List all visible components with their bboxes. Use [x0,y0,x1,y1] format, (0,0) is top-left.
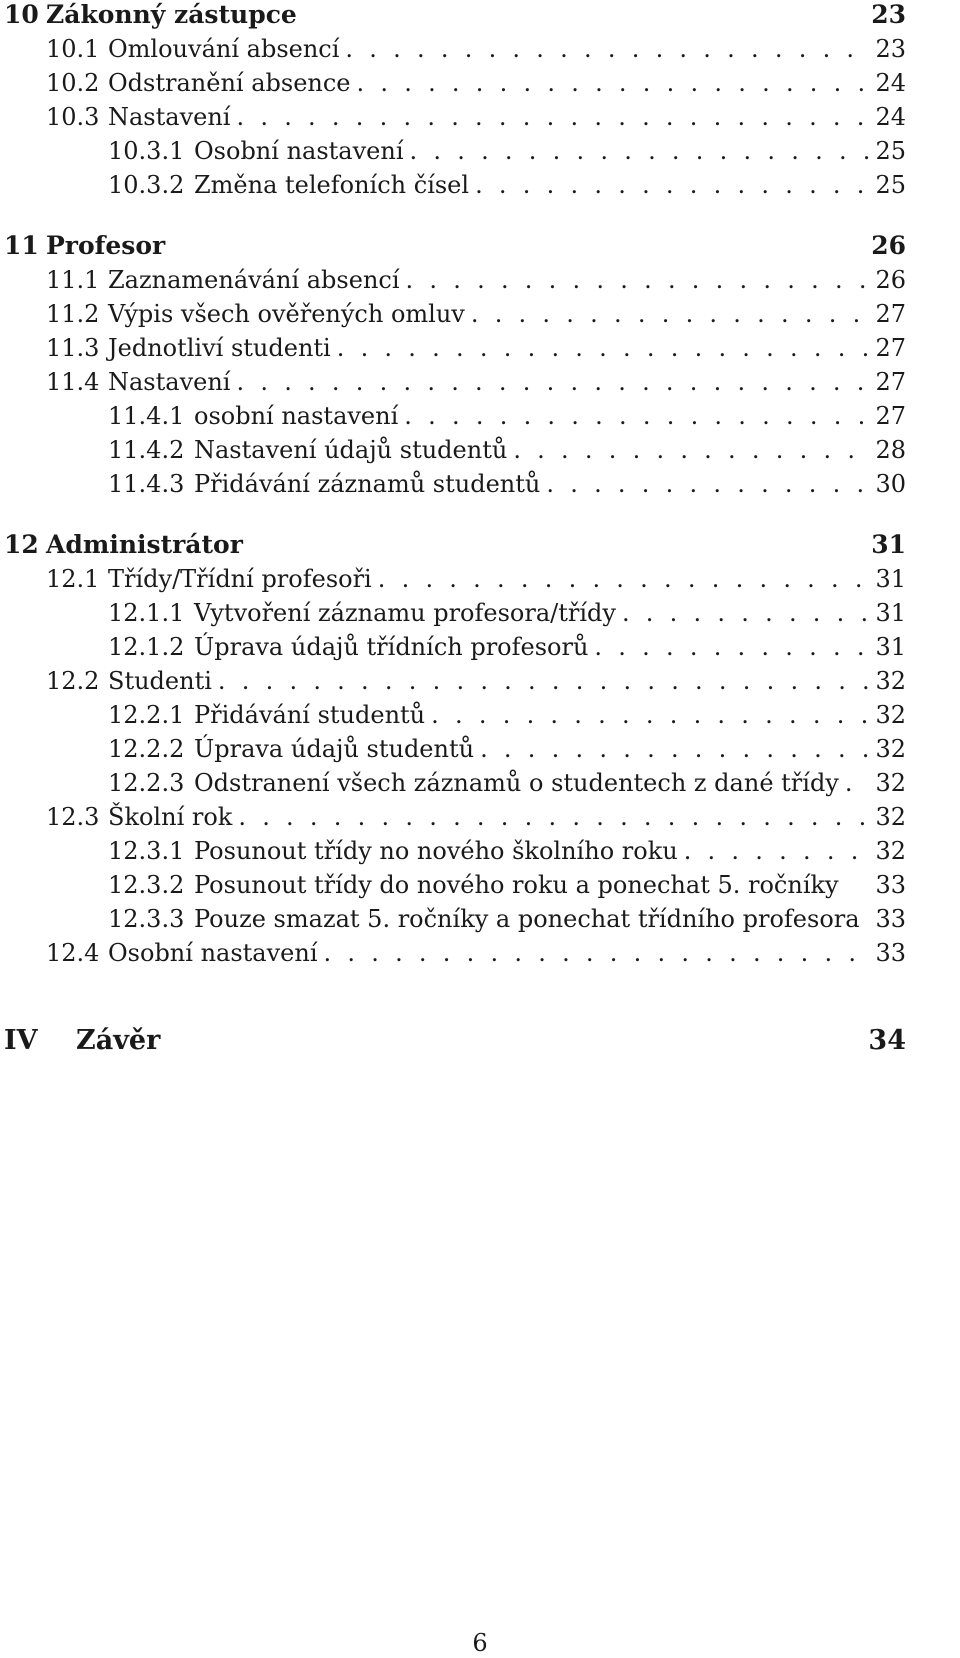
toc-section [46,666,906,696]
toc-page-number: 25 [875,171,906,199]
toc-title: Školní rok [108,803,233,831]
toc-number: 12.3.1 [108,837,185,865]
toc-title: Odstranení všech záznamů o studentech z dané třídy [194,769,839,797]
toc-title: Úprava údajů třídních profesorů [194,633,589,661]
toc-subsection [108,836,906,866]
toc-subsection [108,170,906,200]
toc-dot-leader [404,401,869,431]
toc-title: Přidávání záznamů studentů [194,470,541,498]
toc-page-number: 28 [875,436,906,464]
toc-dot-leader [475,170,869,200]
toc-subsection [108,870,906,900]
toc-number: 12.2.1 [108,701,185,729]
toc-section [46,367,906,397]
toc-number: 11.4.1 [108,402,185,430]
toc-number: 10.3.1 [108,137,185,165]
toc-page-number: 32 [875,769,906,797]
toc-page-number: 27 [875,300,906,328]
toc-title: Osobní nastavení [194,137,404,165]
toc-page-number: 26 [875,266,906,294]
toc-number: IV [4,1025,38,1056]
toc-title: Omlouvání absencí [108,35,340,63]
toc-dot-leader [236,367,869,397]
toc-dot-leader [218,666,870,696]
toc-number: 10.3 [46,103,100,131]
toc-page-number: 34 [868,1025,906,1056]
toc-subsection [108,469,906,499]
toc-section [46,564,906,594]
toc-title: Studenti [108,667,212,695]
toc-dot-leader [345,34,869,64]
toc-title: Nastavení [108,368,231,396]
toc-subsection [108,632,906,662]
toc-dot-leader [845,768,870,798]
toc-subsection [108,598,906,628]
toc-dot-leader [324,938,870,968]
toc-number: 10.3.2 [108,171,185,199]
toc-title: Pouze smazat 5. ročníky a ponechat třídního profesora [194,905,860,933]
toc-number: 10 [4,0,39,29]
toc-page-number: 33 [875,905,906,933]
toc-number: 12.2.3 [108,769,185,797]
toc-page-number: 23 [871,0,906,29]
toc-title: Jednotliví studenti [108,334,331,362]
toc-number: 12.4 [46,939,100,967]
toc-title: Změna telefoních čísel [194,171,470,199]
toc-page-number: 27 [875,402,906,430]
toc-number: 12.3.2 [108,871,185,899]
toc-dot-leader [238,802,869,832]
toc-part [4,1026,906,1056]
toc-page-number: 33 [875,939,906,967]
toc-subsection [108,904,906,934]
toc-title: osobní nastavení [194,402,399,430]
toc-section [46,299,906,329]
toc-number: 12.1.1 [108,599,185,627]
toc-number: 12.1 [46,565,100,593]
toc-page-number: 30 [875,470,906,498]
toc-page-number: 24 [875,103,906,131]
toc-chapter [4,231,906,261]
toc-dot-leader [471,299,870,329]
toc-dot-leader [684,836,870,866]
toc-title: Vytvoření záznamu profesora/třídy [194,599,616,627]
toc-section [46,68,906,98]
toc-number: 11.1 [46,266,100,294]
toc-dot-leader [410,136,870,166]
toc-page-number: 32 [875,667,906,695]
toc-subsection [108,435,906,465]
toc-page-number: 32 [875,803,906,831]
toc-page-number: 27 [875,334,906,362]
toc-page-number: 26 [871,231,906,260]
toc-number: 11.4.3 [108,470,185,498]
toc-number: 12.2.2 [108,735,185,763]
toc-section [46,102,906,132]
toc-number: 11.4 [46,368,100,396]
toc-number: 10.1 [46,35,100,63]
toc-title: Odstranění absence [108,69,351,97]
toc-title: Zaznamenávání absencí [108,266,400,294]
toc-title: Závěr [76,1025,161,1056]
toc-title: Přidávání studentů [194,701,426,729]
toc-chapter [4,0,906,30]
toc-number: 11 [4,231,39,260]
toc-dot-leader [378,564,870,594]
toc-number: 11.3 [46,334,100,362]
toc-number: 12.3 [46,803,100,831]
toc-dot-leader [480,734,869,764]
toc-page-number: 24 [875,69,906,97]
toc-page-number: 32 [875,701,906,729]
toc-dot-leader [357,68,870,98]
toc-title: Posunout třídy do nového roku a ponechat 5. ročníky [194,871,839,899]
toc-section [46,333,906,363]
toc-dot-leader [594,632,869,662]
toc-dot-leader [236,102,869,132]
toc-page-number: 32 [875,837,906,865]
page-number: 6 [472,1629,488,1657]
toc-page-number: 31 [875,565,906,593]
toc-number: 12.2 [46,667,100,695]
toc-page-number: 32 [875,735,906,763]
toc-subsection [108,700,906,730]
toc-subsection [108,768,906,798]
toc-page-number: 25 [875,137,906,165]
toc-subsection [108,136,906,166]
toc-number: 12.3.3 [108,905,185,933]
toc-title: Třídy/Třídní profesoři [108,565,372,593]
toc-page-number: 27 [875,368,906,396]
toc-chapter [4,530,906,560]
toc-section [46,802,906,832]
toc-page-number: 31 [875,633,906,661]
toc-page-number: 31 [871,530,906,559]
toc-dot-leader [622,598,870,628]
toc-title: Výpis všech ověřených omluv [108,300,465,328]
toc-number: 11.2 [46,300,100,328]
toc-section [46,938,906,968]
toc-title: Nastavení údajů studentů [194,436,508,464]
toc-number: 11.4.2 [108,436,185,464]
toc-title: Administrátor [46,530,243,559]
toc-dot-leader [406,265,870,295]
toc-dot-leader [431,700,869,730]
toc-page-number: 23 [875,35,906,63]
toc-number: 10.2 [46,69,100,97]
toc-title: Osobní nastavení [108,939,318,967]
toc-subsection [108,734,906,764]
toc-number: 12.1.2 [108,633,185,661]
toc-title: Úprava údajů studentů [194,735,475,763]
toc-number: 12 [4,530,39,559]
toc-dot-leader [513,435,869,465]
toc-title: Profesor [46,231,166,260]
toc-section [46,34,906,64]
toc-dot-leader [546,469,869,499]
toc-title: Nastavení [108,103,231,131]
toc-dot-leader [337,333,870,363]
toc-page-number: 31 [875,599,906,627]
toc-page-number: 33 [875,871,906,899]
toc-section [46,265,906,295]
toc-title: Zákonný zástupce [46,0,297,29]
toc-title: Posunout třídy no nového školního roku [194,837,678,865]
toc-subsection [108,401,906,431]
